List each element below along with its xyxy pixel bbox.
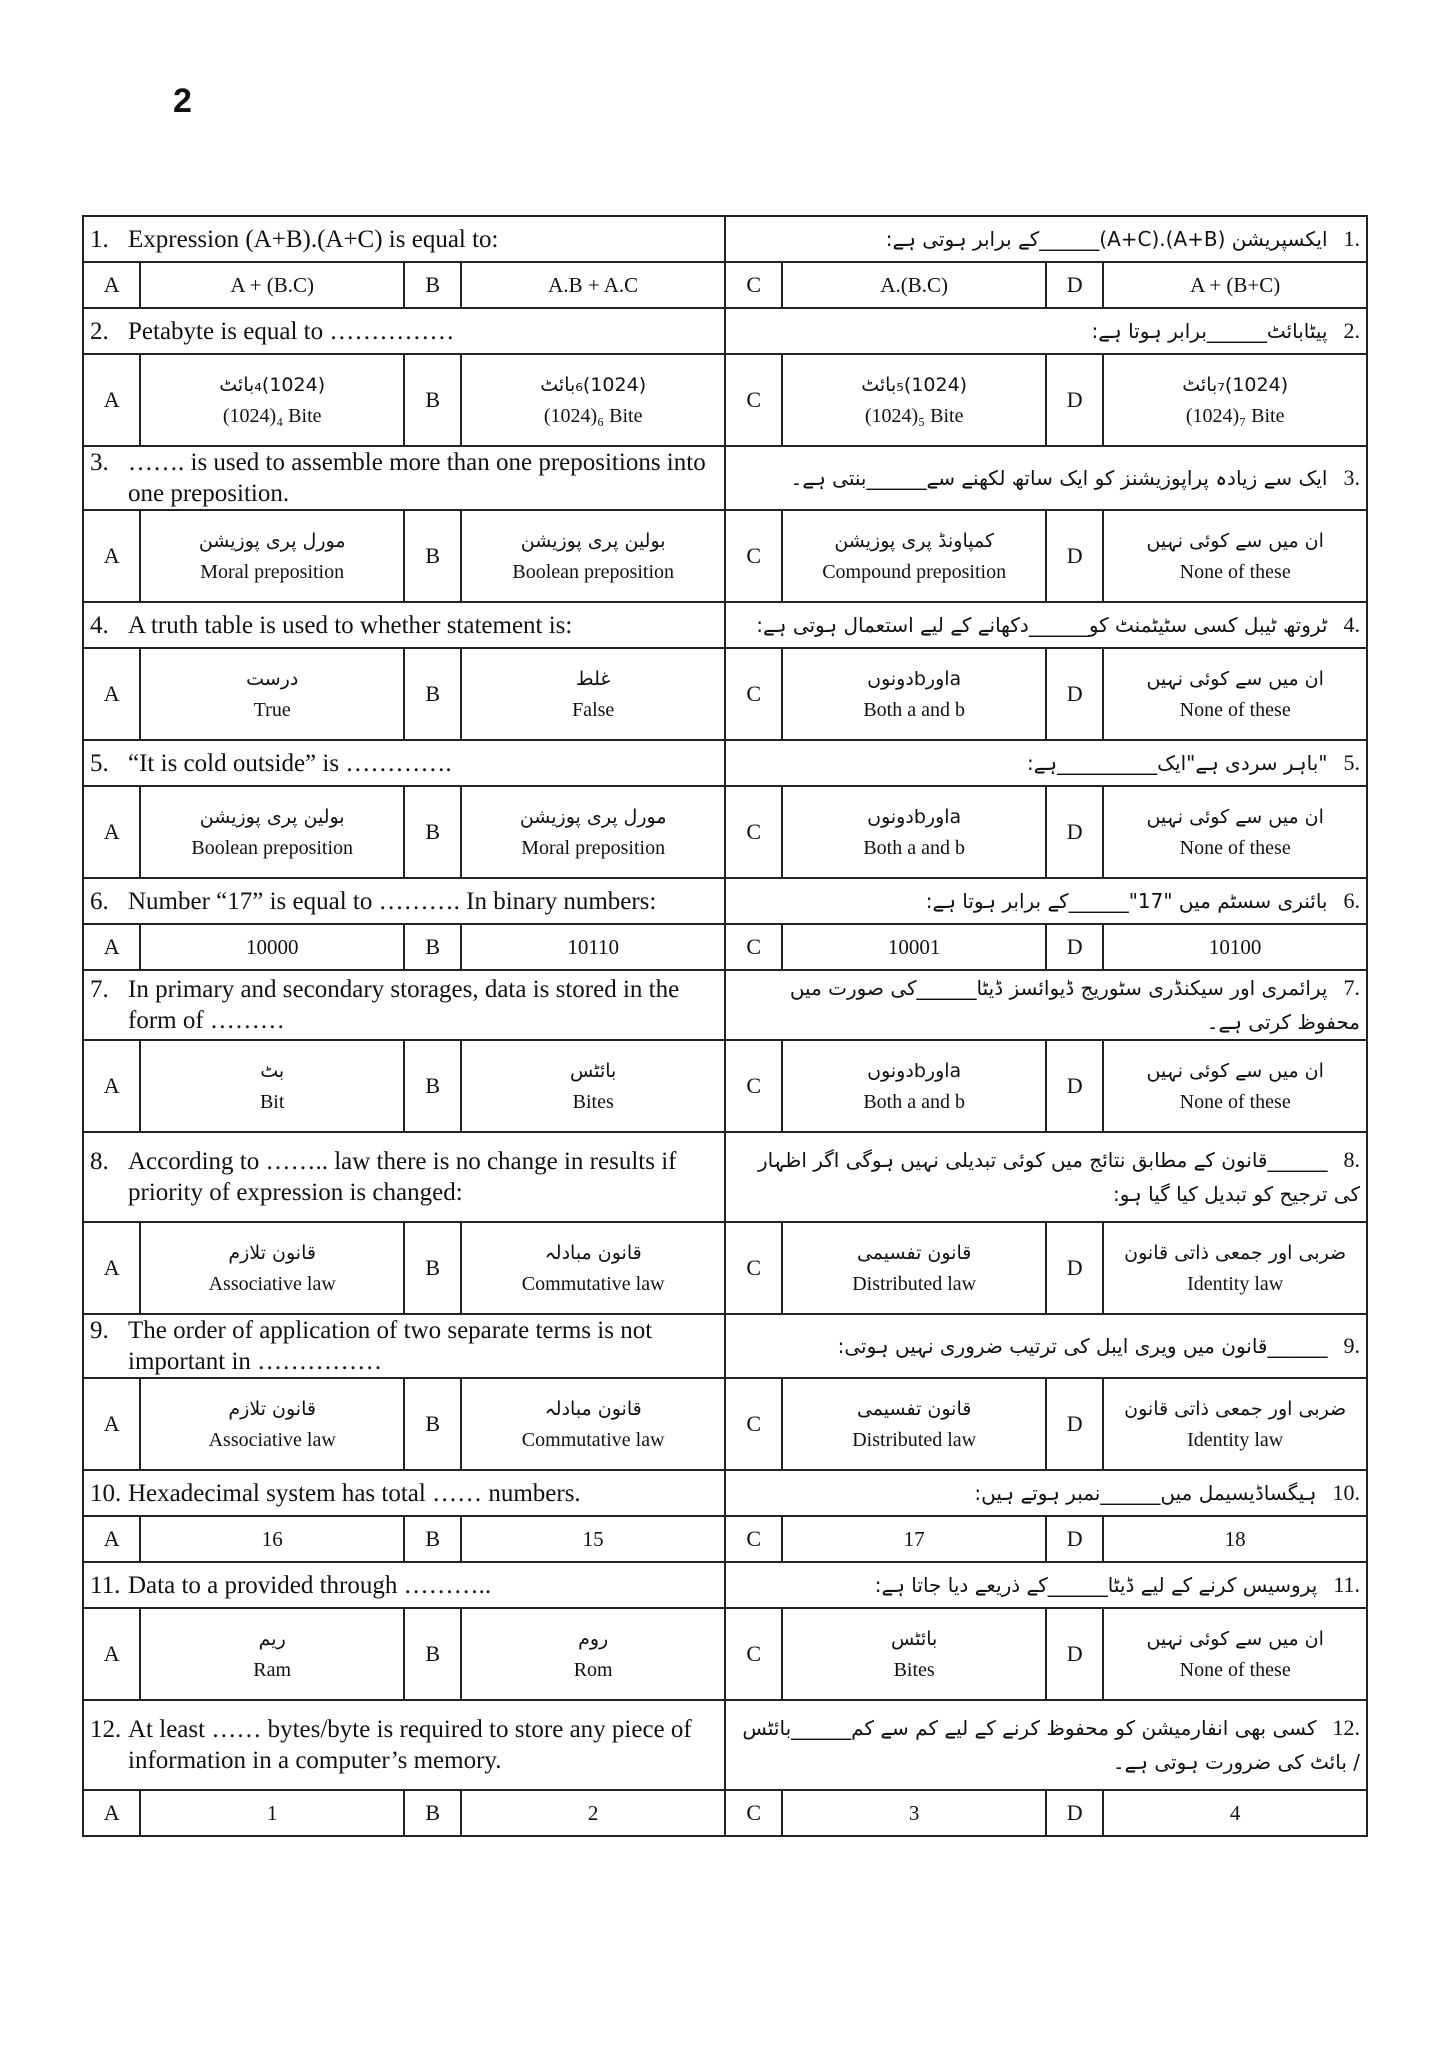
question-urdu: [725, 878, 1367, 924]
question-number-urdu: .6: [1343, 888, 1360, 913]
question-number: 1.: [90, 225, 109, 253]
option-c: [782, 1378, 1046, 1470]
option-c: [782, 924, 1046, 970]
option-english: None of these: [1179, 699, 1291, 721]
option-a: [140, 648, 404, 740]
option-english: Distributed law: [852, 1429, 977, 1451]
option-english: 10110: [567, 935, 620, 959]
option-urdu: قانون تلازم: [228, 1398, 316, 1420]
option-label: C: [725, 262, 782, 308]
option-urdu: (1024)₅بائٹ: [861, 374, 968, 396]
option-label: A: [83, 354, 140, 446]
question-text: “It is cold outside” is ………….: [128, 749, 452, 777]
option-urdu: (1024)₆بائٹ: [540, 374, 647, 396]
options-row: [83, 510, 1367, 602]
option-b: [461, 1608, 725, 1700]
option-english: 10100: [1208, 935, 1262, 959]
option-english: None of these: [1179, 561, 1291, 583]
option-a: [140, 1790, 404, 1836]
option-label: D: [1046, 262, 1103, 308]
option-c: [782, 1040, 1046, 1132]
option-label: A: [83, 1790, 140, 1836]
question-text: Data to a provided through ………..: [128, 1571, 492, 1599]
option-english: Boolean preposition: [512, 561, 674, 583]
option-c: [782, 648, 1046, 740]
option-label: A: [83, 1040, 140, 1132]
question-text: Petabyte is equal to ……………: [128, 317, 455, 345]
option-c: [782, 510, 1046, 602]
option-d: [1103, 1378, 1367, 1470]
question-row: [83, 1700, 1367, 1790]
options-row: [83, 1516, 1367, 1562]
question-number-urdu: .7: [1343, 975, 1360, 1000]
option-english: Bites: [572, 1091, 614, 1113]
option-urdu: ان میں سے کوئی نہیں: [1146, 806, 1324, 828]
option-label: A: [83, 1378, 140, 1470]
option-english: True: [253, 699, 291, 721]
question-english: [83, 308, 725, 354]
option-english: 18: [1224, 1527, 1246, 1551]
option-english: 10001: [887, 935, 941, 959]
option-english: A + (B+C): [1190, 273, 1281, 297]
option-english: Associative law: [208, 1429, 336, 1451]
option-d: [1103, 1040, 1367, 1132]
question-english: [83, 878, 725, 924]
option-urdu: بٹ: [260, 1060, 285, 1082]
question-text: According to …….. law there is no change in results if priority of expression is changed:: [128, 1148, 677, 1206]
question-text: A truth table is used to whether statement is:: [128, 611, 573, 639]
option-label: B: [404, 510, 461, 602]
option-english: Identity law: [1187, 1273, 1284, 1295]
option-english: Bites: [893, 1659, 935, 1681]
option-b: [461, 354, 725, 446]
question-text-urdu: پیٹابائٹ______برابر ہوتا ہے:: [1091, 319, 1328, 343]
option-label: D: [1046, 1608, 1103, 1700]
option-english: Boolean preposition: [191, 837, 354, 859]
option-label: B: [404, 1222, 461, 1314]
option-english: (1024)₆ Bite: [543, 405, 643, 427]
question-urdu: [725, 740, 1367, 786]
question-number-urdu: .5: [1343, 750, 1360, 775]
option-c: [782, 262, 1046, 308]
option-label: C: [725, 1040, 782, 1132]
question-number: 6.: [90, 887, 109, 915]
option-english: None of these: [1179, 1659, 1291, 1681]
option-urdu: قانون تفسیمی: [856, 1242, 972, 1264]
option-english: 2: [587, 1801, 599, 1825]
option-label: A: [83, 648, 140, 740]
option-urdu: aاورbدونوں: [867, 1060, 962, 1082]
question-number: 8.: [90, 1148, 109, 1175]
question-row: [83, 216, 1367, 262]
option-urdu: ان میں سے کوئی نہیں: [1146, 1060, 1324, 1082]
option-english: None of these: [1179, 1091, 1291, 1113]
question-english: [83, 1700, 725, 1790]
question-text-urdu: کسی بھی انفارمیشن کو محفوظ کرنے کے لیے کم سے کم______بائٹس / بائٹ کی ضرورت ہوتی ہے۔: [742, 1716, 1360, 1774]
mcq-table: [82, 215, 1368, 1837]
options-row: [83, 354, 1367, 446]
option-label: D: [1046, 1222, 1103, 1314]
question-text-urdu: ٹروتھ ٹیبل کسی سٹیٹمنٹ کو______دکھانے کے لیے استعمال ہوتی ہے:: [756, 613, 1328, 637]
question-number-urdu: .3: [1343, 465, 1360, 490]
option-label: C: [725, 924, 782, 970]
question-row: [83, 446, 1367, 510]
options-row: [83, 924, 1367, 970]
question-text-urdu: ایکسپریشن (A+B).(A+C)______کے برابر ہوتی ہے:: [885, 227, 1328, 251]
question-english: [83, 1562, 725, 1608]
option-label: B: [404, 1378, 461, 1470]
question-english: [83, 602, 725, 648]
option-label: C: [725, 1516, 782, 1562]
question-number-urdu: .2: [1343, 318, 1360, 343]
option-label: B: [404, 924, 461, 970]
option-label: B: [404, 648, 461, 740]
option-d: [1103, 924, 1367, 970]
option-english: (1024)₇ Bite: [1185, 405, 1285, 427]
option-c: [782, 1222, 1046, 1314]
option-english: Compound preposition: [822, 561, 1007, 583]
option-label: D: [1046, 1516, 1103, 1562]
option-b: [461, 1222, 725, 1314]
question-urdu: [725, 1562, 1367, 1608]
option-urdu: روم: [578, 1628, 609, 1650]
option-english: Rom: [573, 1659, 613, 1681]
option-a: [140, 510, 404, 602]
option-label: B: [404, 1608, 461, 1700]
option-urdu: aاورbدونوں: [867, 668, 962, 690]
question-text: ……. is used to assemble more than one prepositions into one preposition.: [128, 449, 706, 507]
option-d: [1103, 1222, 1367, 1314]
option-label: D: [1046, 924, 1103, 970]
option-english: (1024)₅ Bite: [864, 405, 964, 427]
option-english: A + (B.C): [230, 273, 314, 297]
question-number: 5.: [90, 749, 109, 777]
option-urdu: بولین پری پوزیشن: [199, 806, 345, 828]
option-label: D: [1046, 1040, 1103, 1132]
option-a: [140, 786, 404, 878]
option-urdu: بائٹس: [891, 1628, 938, 1650]
option-a: [140, 262, 404, 308]
option-a: [140, 1378, 404, 1470]
option-urdu: ان میں سے کوئی نہیں: [1146, 1628, 1324, 1650]
option-english: 3: [908, 1801, 920, 1825]
option-english: Identity law: [1187, 1429, 1284, 1451]
option-a: [140, 1222, 404, 1314]
question-number-urdu: .10: [1332, 1480, 1360, 1505]
question-row: [83, 740, 1367, 786]
option-d: [1103, 262, 1367, 308]
option-english: 4: [1229, 1801, 1241, 1825]
options-row: [83, 786, 1367, 878]
question-text: Number “17” is equal to ………. In binary numbers:: [128, 887, 657, 915]
option-d: [1103, 786, 1367, 878]
option-c: [782, 354, 1046, 446]
option-urdu: بولین پری پوزیشن: [520, 530, 666, 552]
option-urdu: غلط: [576, 668, 611, 690]
option-label: C: [725, 354, 782, 446]
option-c: [782, 1790, 1046, 1836]
question-row: [83, 878, 1367, 924]
question-text-urdu: ہیگساڈیسیمل میں______نمبر ہوتے ہیں:: [974, 1481, 1317, 1505]
option-english: Both a and b: [863, 837, 965, 859]
question-urdu: [725, 970, 1367, 1040]
question-text: At least …… bytes/byte is required to store any piece of information in a computer’s memory.: [128, 1716, 692, 1774]
option-label: D: [1046, 786, 1103, 878]
option-label: A: [83, 510, 140, 602]
option-d: [1103, 1790, 1367, 1836]
question-number: 7.: [90, 976, 109, 1003]
question-english: [83, 1132, 725, 1222]
option-english: False: [572, 699, 615, 721]
option-label: C: [725, 786, 782, 878]
question-row: [83, 1132, 1367, 1222]
question-number: 4.: [90, 611, 109, 639]
option-label: A: [83, 262, 140, 308]
option-b: [461, 1378, 725, 1470]
option-english: (1024)₄ Bite: [222, 405, 322, 427]
option-english: 10000: [245, 935, 299, 959]
question-number-urdu: .8: [1343, 1147, 1360, 1172]
option-urdu: (1024)₄بائٹ: [219, 374, 326, 396]
option-a: [140, 924, 404, 970]
option-d: [1103, 1608, 1367, 1700]
option-urdu: مورل پری پوزیشن: [198, 530, 346, 552]
question-english: [83, 446, 725, 510]
option-english: 16: [261, 1527, 283, 1551]
question-text-urdu: پروسیس کرنے کے لیے ڈیٹا______کے ذریعے دیا جاتا ہے:: [874, 1573, 1318, 1597]
option-d: [1103, 354, 1367, 446]
option-english: Commutative law: [521, 1273, 665, 1295]
question-text-urdu: پرائمری اور سیکنڈری سٹوریج ڈیوائسز ڈیٹا______کی صورت میں محفوظ کرتی ہے۔: [789, 976, 1360, 1034]
question-urdu: [725, 446, 1367, 510]
question-text-urdu: ______قانون کے مطابق نتائج میں کوئی تبدیلی نہیں ہوگی اگر اظہار کی ترجیح کو تبدیل کیا گیا ہو:: [757, 1148, 1360, 1206]
option-english: Both a and b: [863, 1091, 965, 1113]
option-label: A: [83, 1516, 140, 1562]
question-number: 9.: [90, 1317, 109, 1344]
option-d: [1103, 510, 1367, 602]
question-english: [83, 1470, 725, 1516]
option-label: D: [1046, 648, 1103, 740]
question-number: 12.: [90, 1716, 122, 1743]
option-b: [461, 924, 725, 970]
option-label: D: [1046, 1378, 1103, 1470]
option-c: [782, 1516, 1046, 1562]
option-urdu: ضربی اور جمعی ذاتی قانون: [1124, 1242, 1347, 1264]
option-b: [461, 262, 725, 308]
question-text-urdu: ______قانون میں ویری ایبل کی ترتیب ضروری نہیں ہوتی:: [837, 1334, 1328, 1358]
question-row: [83, 1314, 1367, 1378]
question-urdu: [725, 1132, 1367, 1222]
question-number-urdu: .11: [1333, 1572, 1360, 1597]
option-label: D: [1046, 1790, 1103, 1836]
option-a: [140, 1516, 404, 1562]
question-number: 11.: [90, 1571, 121, 1599]
option-urdu: مورل پری پوزیشن: [519, 806, 667, 828]
option-urdu: قانون مبادلہ: [544, 1242, 642, 1264]
option-label: C: [725, 1608, 782, 1700]
option-label: A: [83, 786, 140, 878]
option-b: [461, 1790, 725, 1836]
option-b: [461, 510, 725, 602]
question-urdu: [725, 1470, 1367, 1516]
option-english: 1: [266, 1801, 278, 1825]
option-english: Moral preposition: [200, 561, 345, 583]
question-row: [83, 1562, 1367, 1608]
option-label: D: [1046, 354, 1103, 446]
question-english: [83, 1314, 725, 1378]
option-label: D: [1046, 510, 1103, 602]
question-row: [83, 970, 1367, 1040]
option-a: [140, 354, 404, 446]
question-row: [83, 602, 1367, 648]
option-english: 15: [582, 1527, 604, 1551]
options-row: [83, 648, 1367, 740]
options-row: [83, 262, 1367, 308]
option-a: [140, 1608, 404, 1700]
question-row: [83, 308, 1367, 354]
option-b: [461, 786, 725, 878]
option-label: A: [83, 1608, 140, 1700]
question-text: The order of application of two separate terms is not important in ……………: [128, 1317, 653, 1375]
question-urdu: [725, 1700, 1367, 1790]
option-urdu: قانون تفسیمی: [856, 1398, 972, 1420]
question-english: [83, 970, 725, 1040]
option-label: B: [404, 262, 461, 308]
option-label: C: [725, 1378, 782, 1470]
option-label: A: [83, 1222, 140, 1314]
option-d: [1103, 648, 1367, 740]
option-label: C: [725, 510, 782, 602]
option-label: A: [83, 924, 140, 970]
question-number-urdu: .9: [1343, 1333, 1360, 1358]
options-row: [83, 1378, 1367, 1470]
option-b: [461, 1040, 725, 1132]
question-text: In primary and secondary storages, data is stored in the form of ………: [128, 976, 680, 1034]
option-c: [782, 1608, 1046, 1700]
question-text-urdu: "باہر سردی ہے"ایک__________ہے:: [1026, 751, 1328, 775]
question-number-urdu: .1: [1343, 226, 1360, 251]
option-english: Distributed law: [852, 1273, 977, 1295]
option-english: A.B + A.C: [548, 273, 639, 297]
option-a: [140, 1040, 404, 1132]
question-text: Hexadecimal system has total …… numbers.: [128, 1479, 581, 1507]
question-number: 3.: [90, 449, 109, 476]
option-urdu: کمپاونڈ پری پوزیشن: [834, 530, 995, 552]
question-number: 2.: [90, 317, 109, 345]
question-text-urdu: بائنری سسٹم میں "17"______کے برابر ہوتا ہے:: [925, 889, 1328, 913]
option-english: Moral preposition: [521, 837, 666, 859]
question-urdu: [725, 216, 1367, 262]
question-text-urdu: ایک سے زیادہ پراپوزیشنز کو ایک ساتھ لکھنے سے______بنتی ہے۔: [790, 466, 1328, 490]
option-label: C: [725, 1790, 782, 1836]
option-english: A.(B.C): [880, 273, 948, 297]
option-label: B: [404, 354, 461, 446]
question-number: 10.: [90, 1479, 122, 1507]
option-c: [782, 786, 1046, 878]
option-english: Associative law: [208, 1273, 336, 1295]
option-english: 17: [903, 1527, 925, 1551]
question-urdu: [725, 308, 1367, 354]
option-b: [461, 648, 725, 740]
question-english: [83, 740, 725, 786]
question-text: Expression (A+B).(A+C) is equal to:: [128, 225, 499, 253]
option-english: None of these: [1179, 837, 1291, 859]
options-row: [83, 1790, 1367, 1836]
option-english: Both a and b: [863, 699, 965, 721]
option-label: B: [404, 1040, 461, 1132]
option-urdu: قانون مبادلہ: [544, 1398, 642, 1420]
option-urdu: ان میں سے کوئی نہیں: [1146, 530, 1324, 552]
option-urdu: ضربی اور جمعی ذاتی قانون: [1124, 1398, 1347, 1420]
options-row: [83, 1608, 1367, 1700]
option-urdu: aاورbدونوں: [867, 806, 962, 828]
option-urdu: (1024)₇بائٹ: [1182, 374, 1289, 396]
page-number: 2: [173, 82, 192, 120]
question-number-urdu: .12: [1332, 1715, 1360, 1740]
option-label: C: [725, 1222, 782, 1314]
option-d: [1103, 1516, 1367, 1562]
option-english: Ram: [253, 1659, 292, 1681]
question-number-urdu: .4: [1343, 612, 1360, 637]
option-urdu: قانون تلازم: [228, 1242, 316, 1264]
question-urdu: [725, 602, 1367, 648]
option-label: B: [404, 786, 461, 878]
question-english: [83, 216, 725, 262]
options-row: [83, 1040, 1367, 1132]
option-english: Bit: [259, 1091, 285, 1113]
option-label: B: [404, 1516, 461, 1562]
option-b: [461, 1516, 725, 1562]
option-urdu: بائٹس: [570, 1060, 617, 1082]
options-row: [83, 1222, 1367, 1314]
question-urdu: [725, 1314, 1367, 1378]
option-urdu: درست: [246, 668, 299, 690]
option-label: B: [404, 1790, 461, 1836]
option-urdu: ریم: [258, 1628, 286, 1650]
option-label: C: [725, 648, 782, 740]
question-row: [83, 1470, 1367, 1516]
option-urdu: ان میں سے کوئی نہیں: [1146, 668, 1324, 690]
option-english: Commutative law: [521, 1429, 665, 1451]
